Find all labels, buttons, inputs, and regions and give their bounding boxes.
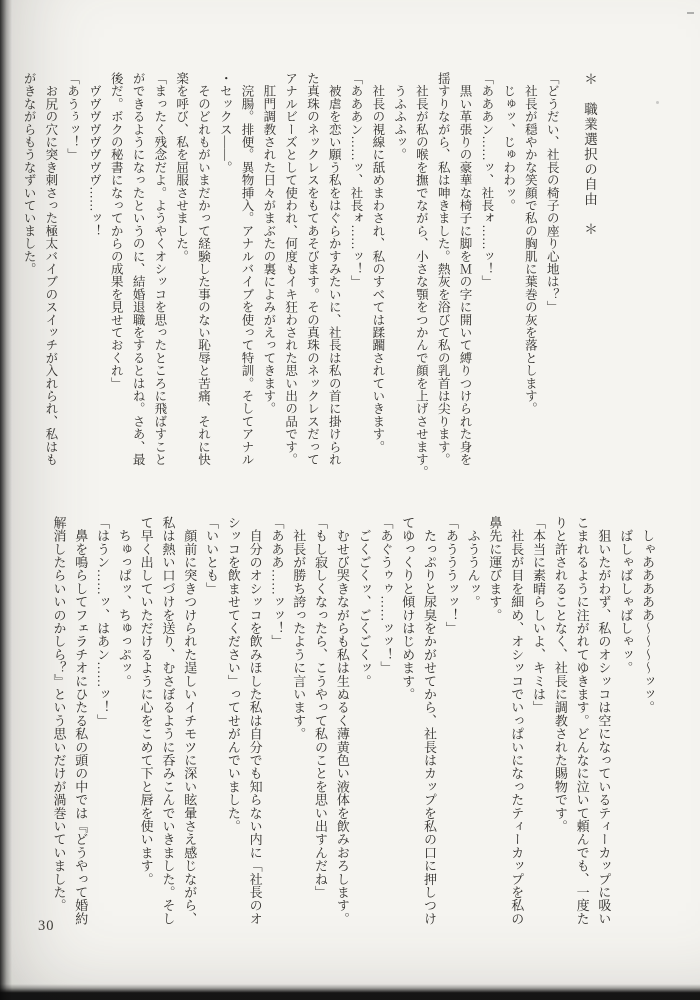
section-title: ＊ 職業選択の自由 ＊ [582, 72, 597, 237]
text-column: 狙いたがわず、私のオシッコは空になっているティーカップに吸い [596, 516, 612, 926]
text-column: 「あああン……ッ、社長ォ……ッ！」 [479, 72, 494, 288]
text-column: 「まったく残念だよ。ようやくオシッコを思ったところに飛ばすこと [152, 72, 167, 466]
text-column: 浣腸。排便。異物挿入。アナルバイブを使って特訓。そしてアナル [240, 72, 255, 466]
text-column: 社長が勝ち誇ったように言います。 [291, 516, 307, 741]
text-column: アナルビーズとして使われ、何度もイキ狂わされた思い出の品です。 [283, 72, 298, 466]
text-column: じゅッ、じゅわわッ。 [501, 72, 516, 212]
text-column: 社長の視線に舐めまわされ、私のすべては蹂躙されていきます。 [370, 72, 385, 453]
text-column: こまれるように注がれてゆきます。どんなに泣いて頼んでも、一度た [574, 516, 590, 926]
page-number: 30 [38, 918, 55, 934]
text-column: 「どうだい、社長の椅子の座り心地は？」 [545, 72, 560, 314]
scan-speck [656, 101, 659, 104]
text-column: 社長が私の喉を撫でながら、小さな顎をつかんで顔を上げさせます。 [414, 72, 429, 479]
text-column: ちゅっぱッ、ちゅっぷッ。 [116, 516, 132, 688]
text-column: シッコを飲ませてください」ってせがんでいました。 [225, 516, 241, 833]
text-column: ばしゃばしゃばしゃッ。 [618, 516, 634, 675]
text-column: 社長が目を細め、オシッコでいっぱいになったティーカップを私の [509, 516, 525, 926]
text-column: 鼻を鳴らしてフェラチオにひたる私の頭の中では『どうやって婚約 [73, 516, 89, 926]
text-column: 肛門調教された日々がまぶたの裏によみがえってきます。 [261, 72, 276, 415]
text-column: 「あああ……ッッ！」 [269, 516, 285, 648]
top-text-block [17, 72, 640, 479]
text-column: がきながらもうなずいていました。 [22, 72, 37, 276]
text-column: てゆっくりと傾けはじめます。 [400, 516, 416, 701]
text-column: 「あうううッッ！」 [443, 516, 459, 635]
scan-shadow-bottom [0, 984, 700, 1000]
bottom-text-block [48, 516, 658, 942]
text-column: 被虐を恋い願う私をはぐらかすみたいに、社長は私の首に掛けられ [327, 72, 342, 466]
text-column: 自分のオシッコを飲みほした私は自分でも知らない内に「社長のオ [247, 516, 263, 926]
text-column: ヴヴヴヴヴヴヴヴ……ッ！ [87, 72, 102, 238]
text-column: 「あうぅッ！」 [65, 72, 80, 161]
text-column: たっぷりと尿臭をかがせてから、社長はカップを私の口に押しつけ [422, 516, 438, 926]
text-column: て早く出していただけるように心をこめて下と唇を使います。 [138, 516, 154, 886]
text-column: ごくごくッ、ごくごくッ。 [356, 516, 372, 688]
text-column: 私は熱い口づけを送り、むさぼるように呑みこんでいきました。そし [160, 516, 176, 926]
text-column: ・セックス——。 [218, 72, 233, 174]
text-column: 揺すりながら、私は呻きました。熱灰を浴びて私の乳首は尖ります。 [436, 72, 451, 466]
text-column: 「いいとも」 [204, 516, 220, 596]
text-column: 「はうン……ッ、はあン……ッ！」 [95, 516, 111, 728]
text-column: ができるようになったというのに、結婚退職をするとはね。さあ、最 [131, 72, 146, 466]
text-column: ふううんッ。 [465, 516, 481, 609]
text-column: 「もし寂しくなったら、こうやって私のことを思い出すんだね」 [313, 516, 329, 899]
text-column: 楽を呼び、私を屈服させました。 [174, 72, 189, 263]
text-column: 「あぐうゥゥ……ッッ！」 [378, 516, 394, 675]
text-column: た真珠のネックレスをもてあそびます。その真珠のネックレスだって [305, 72, 320, 466]
text-column: 「本当に素晴らしいよ、キミは」 [531, 516, 547, 714]
text-column: むせび哭きながらも私は生ぬるく薄黄色い液体を飲みおろします。 [334, 516, 350, 926]
text-column: 後だ。ボクの秘書になってからの成果を見せておくれ」 [109, 72, 124, 390]
scan-speck [687, 12, 694, 14]
text-column: 鼻先に運びます。 [487, 516, 503, 622]
text-column: 社長が穏やかな笑顔で私の胸肌に葉巻の灰を落とします。 [523, 72, 538, 415]
text-column: 解消したらいいのかしら？』という思いだけが渦巻いていました。 [51, 516, 67, 912]
text-column: 顔前に突きつけられた逞しいイチモツに深い眩暈さえ感じながら、 [182, 516, 198, 926]
text-column: うふふふッ。 [392, 72, 407, 161]
text-column: しゃあああああ〜〜〜〜ッッ。 [640, 516, 655, 714]
text-column: 「あああン……ッ、社長ォ……ッ！」 [349, 72, 364, 288]
text-column: りと許されることなく、社長に調教された賜物です。 [552, 516, 568, 833]
scan-shadow-left [0, 0, 12, 1000]
text-column: 黒い革張りの豪華な椅子に脚をＭの字に開いて縛りつけられた身を [458, 72, 473, 466]
text-column: お尻の穴に突き刺さった極太バイブのスイッチが入れられ、私はも [43, 72, 58, 466]
text-column: そのどれもがいまだかって経験した事のない恥辱と苦痛、それに快 [196, 72, 211, 466]
